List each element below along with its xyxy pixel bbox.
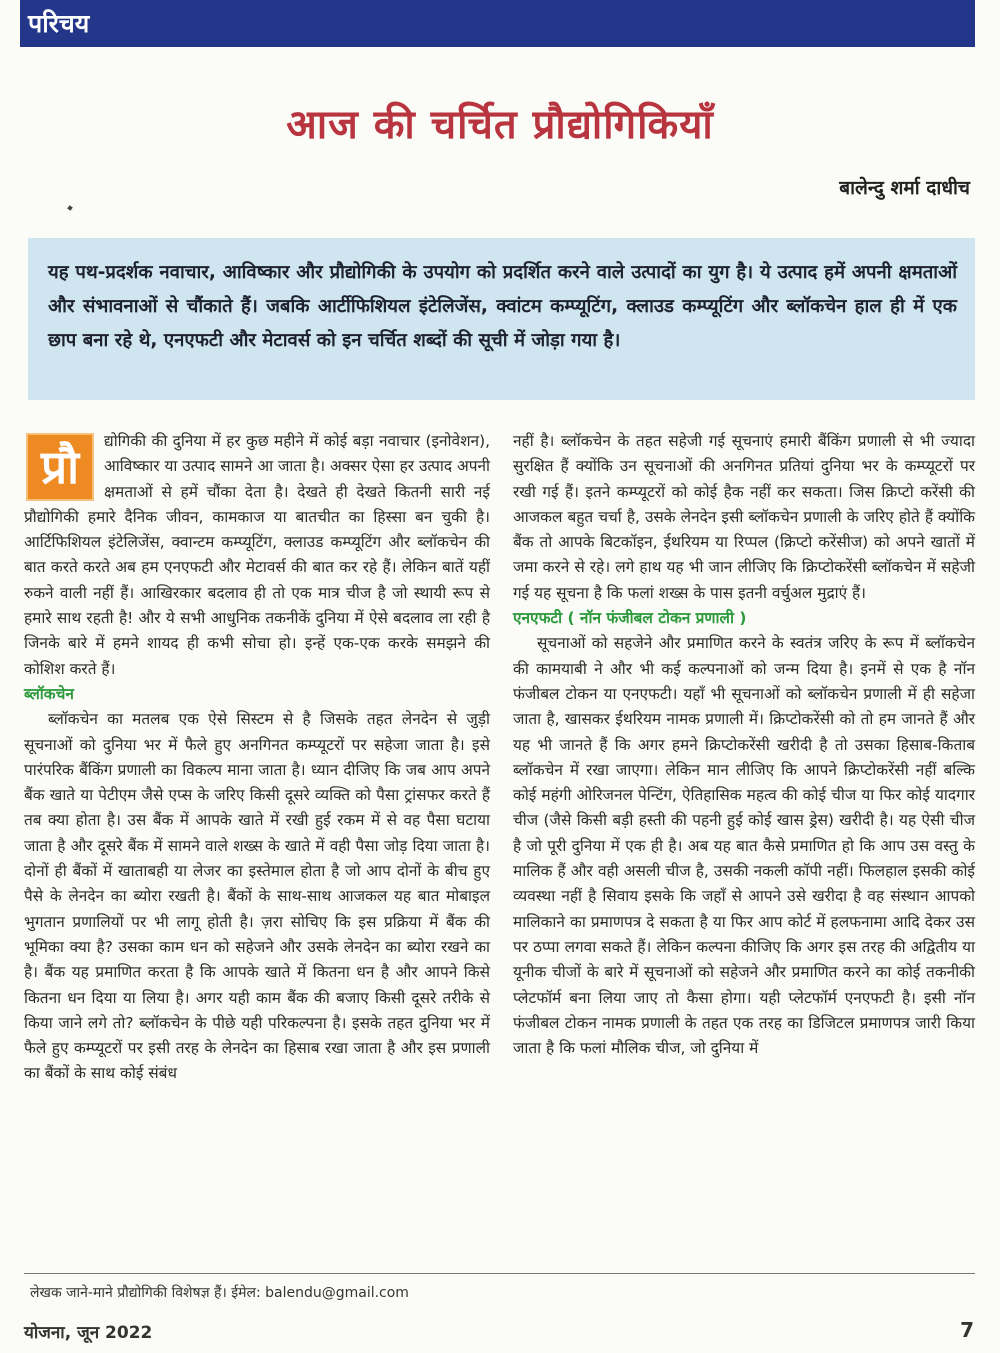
section-label: परिचय bbox=[28, 9, 90, 38]
heading-nft: एनएफटी ( नॉन फंजीबल टोकन प्रणाली ) bbox=[513, 609, 747, 628]
dropcap: प्रौ bbox=[26, 433, 94, 501]
footnote-text: लेखक जाने-माने प्रौद्योगिकी विशेषज्ञ हैं। ईमेल: balendu@gmail.com bbox=[30, 1285, 409, 1301]
article-author: बालेन्दु शर्मा दाधीच bbox=[839, 177, 970, 199]
heading-blockchain: ब्लॉकचेन bbox=[24, 684, 74, 703]
summary-box bbox=[28, 238, 975, 400]
footnote-rule bbox=[24, 1273, 975, 1274]
publication-name: योजना, जून 2022 bbox=[24, 1323, 153, 1343]
intro-paragraph: द्योगिकी की दुनिया में हर कुछ महीने में कोई बड़ा नवाचार (इनोवेशन), आविष्कार या उत्पाद सामने आ जाता है। अक्सर ऐसा हर उत्पाद अपनी क्षमताओं से हमें चौंका देता है। देखते ही देखते कितनी सारी नई प्रौद्योगिकी हमारे दैनिक जीवन, कामकाज या बातचीत का हिस्सा बन चुकी है। आर्टिफिशियल इंटेलिजेंस, क्वान्टम कम्प्यूटिंग, क्लाउड कम्प्यूटिंग और ब्लॉकचेन की बात करते करते अब हम एनएफटी और मेटावर्स की बात कर रहे हैं। लेकिन बातें यहीं रुकने वाली नहीं हैं। आखिरकार बदलाव ही तो एक मात्र चीज है जो स्थायी रूप से हमारे साथ रहती है! और ये सभी आधुनिक तकनीकें दुनिया में ऐसे बदलाव ला रही है जिनके बारे में हमने शायद ही कभी सोचा हो। इन्हें एक-एक करके समझने की कोशिश करते हैं। bbox=[24, 432, 490, 678]
summary-text: यह पथ-प्रदर्शक नवाचार, आविष्कार और प्रौद्योगिकी के उपयोग को प्रदर्शित करने वाले उत्पादों का युग है। ये उत्पाद हमें अपनी क्षमताओं और संभावनाओं से चौंकाते हैं। जबकि आर्टीफिशियल इंटेलिजेंस, क्वांटम कम्प्यूटिंग, क्लाउड कम्प्यूटिंग और ब्लॉकचेन हाल ही में एक छाप बना रहे थे, एनएफटी और मेटावर्स को इन चर्चित शब्दों की सूची में जोड़ा गया है। bbox=[48, 262, 957, 351]
left-column bbox=[24, 429, 490, 1087]
right-column bbox=[513, 429, 975, 1061]
section-header-bar bbox=[20, 0, 975, 47]
nft-paragraph: सूचनाओं को सहजेने और प्रमाणित करने के स्वतंत्र जरिए के रूप में ब्लॉकचेन की कामयाबी ने और भी कई कल्पनाओं को जन्म दिया है। इनमें से एक है नॉन फंजीबल टोकन या एनएफटी। यहाँ भी सूचनाओं को ब्लॉकचेन प्रणाली में ही सहेजा जाता है, खासकर ईथरियम नामक प्रणाली में। क्रिप्टोकरेंसी को तो हम जानते हैं और यह भी जानते हैं कि अगर हमने क्रिप्टोकरेंसी खरीदी है तो उसका हिसाब-किताब ब्लॉकचेन में रखा जाएगा। लेकिन मान लीजिए कि आपने क्रिप्टोकरेंसी नहीं बल्कि कोई महंगी ओरिजनल पेन्टिंग, ऐतिहासिक महत्व की कोई चीज या फिर कोई यादगार चीज (जैसे किसी बड़ी हस्ती की पहनी हुई कोई खास ड्रेस) खरीदी है। यह ऐसी चीज है जो पूरी दुनिया में एक ही है। अब यह बात कैसे प्रमाणित हो कि आप उस वस्तु के मालिक हैं और वही असली चीज है, उसकी नकली कॉपी नहीं। फिलहाल इसकी कोई व्यवस्था नहीं है सिवाय इसके कि जहाँ से आपने उसे खरीदा है वह संस्थान आपको मालिकाने का प्रमाणपत्र दे सकता है या फिर आप कोर्ट में हलफनामा आदि देकर उस पर ठप्पा लगवा सकते हैं। लेकिन कल्पना कीजिए कि अगर इस तरह की अद्वितीय या यूनीक चीजों के बारे में सूचनाओं को सहेजने और प्रमाणित करने का कोई तकनीकी प्लेटफॉर्म बना लिया जाए तो कैसा होगा। यही प्लेटफॉर्म एनएफटी है। इसी नॉन फंजीबल टोकन नामक प्रणाली के तहत एक तरह का डिजिटल प्रमाणपत्र जारी किया जाता है कि फलां मौलिक चीज, जो दुनिया में bbox=[513, 634, 975, 1058]
stray-mark bbox=[67, 205, 73, 211]
blockchain-paragraph: ब्लॉकचेन का मतलब एक ऐसे सिस्टम से है जिसके तहत लेनदेन से जुड़ी सूचनाओं को दुनिया भर में फैले हुए अनगिनत कम्प्यूटरों पर सहेजा जाता है। इसे पारंपरिक बैंकिंग प्रणाली का विकल्प माना जाता है। ध्यान दीजिए कि जब आप अपने बैंक खाते या पेटीएम जैसे एप्स के जरिए किसी दूसरे व्यक्ति को पैसा ट्रांसफर करते हैं तब क्या होता है। उस बैंक में आपके खाते में रखी हुई रकम में से वह पैसा घटाया जाता है और दूसरे बैंक में सामने वाले शख्स के खाते में वही पैसा जोड़ दिया जाता है। दोनों ही बैंकों में खाताबही या लेजर का इस्तेमाल होता है जो आप दोनों के बीच हुए पैसे के लेनदेन का ब्योरा रखती है। बैंकों के साथ-साथ आजकल यह बात मोबाइल भुगतान प्रणालियों पर भी लागू होती है। ज़रा सोचिए कि इस प्रक्रिया में बैंक की भूमिका क्या है? उसका काम धन को सहेजने और उसके लेनदेन का ब्योरा रखने का है। बैंक यह प्रमाणित करता है कि आपके खाते में कितना धन है और आपने किसे कितना धन दिया या लिया है। अगर यही काम बैंक की बजाए किसी दूसरे तरीके से किया जाने लगे तो? ब्लॉकचेन के पीछे यही परिकल्पना है। इसके तहत दुनिया भर में फैले हुए कम्प्यूटरों पर इसी तरह के लेनदेन का हिसाब रखा जाता है और इस प्रणाली का बैंकों के साथ कोई संबंध bbox=[24, 710, 490, 1083]
page-number: 7 bbox=[960, 1318, 974, 1342]
blockchain-continued-paragraph: नहीं है। ब्लॉकचेन के तहत सहेजी गई सूचनाएं हमारी बैंकिंग प्रणाली से भी ज्यादा सुरक्षित हैं क्योंकि उन सूचनाओं की अनगिनत प्रतियां दुनिया भर के कम्प्यूटरों पर रखी गई हैं। इतने कम्प्यूटरों को कोई हैक नहीं कर सकता। जिस क्रिप्टो करेंसी की आजकल बहुत चर्चा है, उसके लेनदेन इसी ब्लॉकचेन प्रणाली के जरिए होते हैं क्योंकि बैंक तो आपके बिटकॉइन, ईथरियम या रिप्पल (क्रिप्टो करेंसीज) को अपने खातों में जमा करने से रहे। लगे हाथ यह भी जान लीजिए कि क्रिप्टोकरेंसी ब्लॉकचेन में सहेजी गई यह सूचना है कि फलां शख्स के पास इतनी वर्चुअल मुद्राएं हैं। bbox=[513, 432, 975, 602]
article-title: आज की चर्चित प्रौद्योगिकियाँ bbox=[286, 102, 714, 148]
